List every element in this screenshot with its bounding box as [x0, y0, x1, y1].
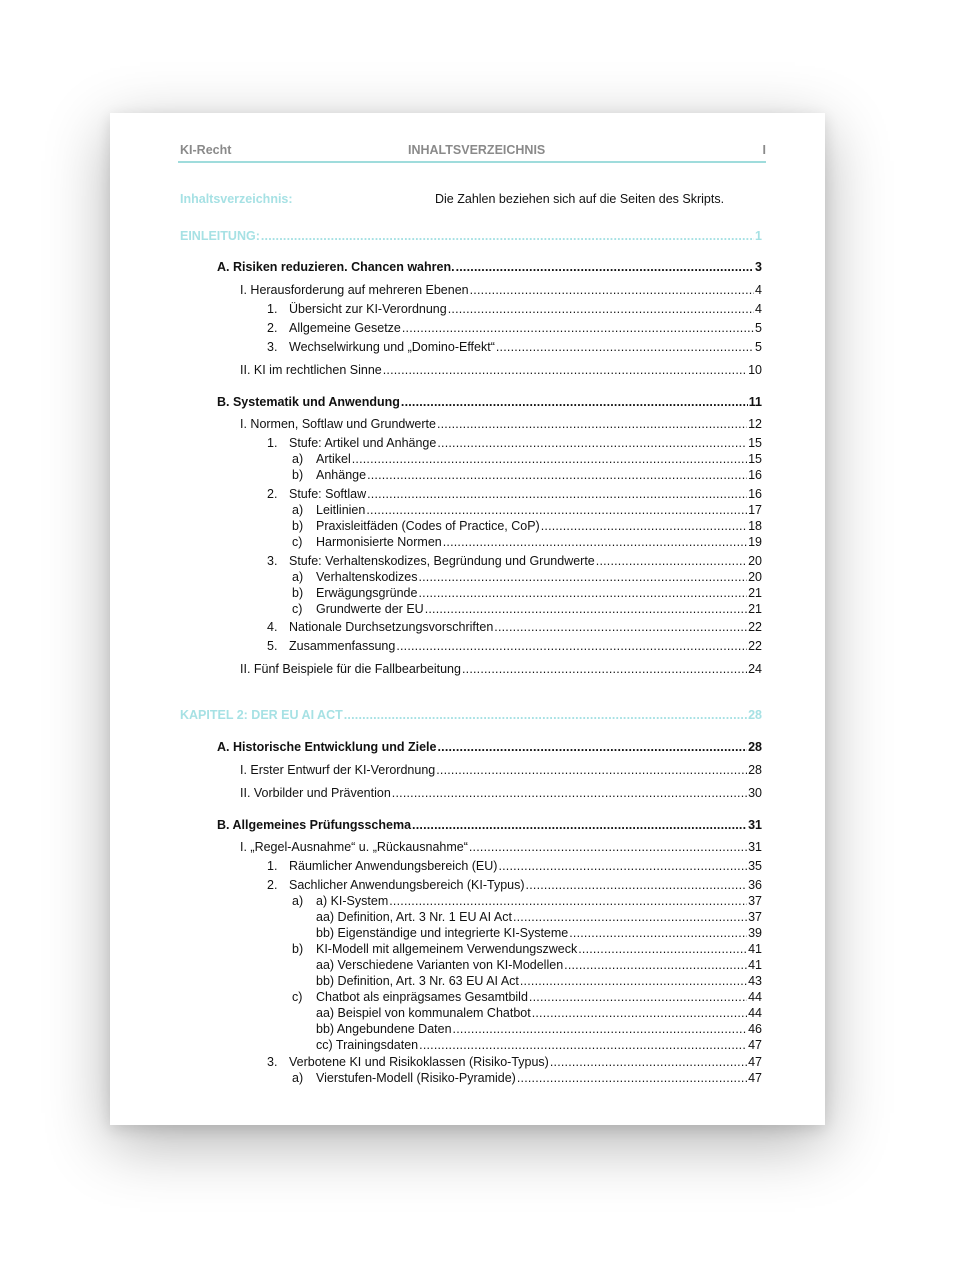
- toc-entry-marker: b): [292, 942, 304, 956]
- toc-leader-dots: [494, 620, 747, 635]
- toc-entry-marker: a): [292, 1071, 304, 1085]
- toc-entry-page: 43: [748, 974, 762, 988]
- toc-entry-page: 36: [748, 878, 762, 892]
- toc-entry[interactable]: [240, 283, 762, 298]
- toc-entry-title: Harmonisierte Normen: [316, 535, 442, 549]
- toc-entry[interactable]: [292, 894, 762, 909]
- toc-entry[interactable]: [267, 620, 762, 635]
- toc-entry-title: aa) Definition, Art. 3 Nr. 1 EU AI Act: [316, 910, 512, 924]
- toc-leader-dots: [462, 662, 747, 677]
- toc-entry[interactable]: [316, 1022, 762, 1037]
- toc-entry-title: I. Herausforderung auf mehreren Ebenen: [240, 283, 469, 297]
- toc-entry[interactable]: [316, 1006, 762, 1021]
- toc-entry-title: KAPITEL 2: DER EU AI ACT: [180, 708, 343, 722]
- toc-entry-page: 28: [748, 763, 762, 777]
- toc-entry-title: Stufe: Softlaw: [289, 487, 367, 501]
- toc-entry-title: Räumlicher Anwendungsbereich (EU): [289, 859, 498, 873]
- toc-entry-marker: 3.: [267, 340, 278, 354]
- toc-entry-page: 11: [748, 395, 762, 409]
- toc-entry[interactable]: [240, 840, 762, 855]
- toc-entry-marker: 4.: [267, 620, 278, 634]
- toc-entry[interactable]: [217, 740, 762, 755]
- toc-leader-dots: [425, 602, 747, 617]
- toc-entry-page: 41: [748, 942, 762, 956]
- toc-entry-page: 24: [748, 662, 762, 676]
- toc-entry-page: 15: [748, 436, 762, 450]
- toc-entry-page: 28: [748, 740, 762, 754]
- toc-leader-dots: [401, 395, 748, 410]
- toc-entry-page: 31: [748, 840, 762, 854]
- toc-leader-dots: [513, 910, 747, 925]
- toc-entry[interactable]: [217, 818, 762, 833]
- toc-entry-marker: 3.: [267, 1055, 278, 1069]
- toc-leader-dots: [437, 436, 747, 451]
- toc-entry-page: 18: [748, 519, 762, 533]
- toc-entry-title: aa) Beispiel von kommunalem Chatbot: [316, 1006, 531, 1020]
- toc-entry-page: 37: [748, 894, 762, 908]
- toc-entry-title: II. Fünf Beispiele für die Fallbearbeitung: [240, 662, 461, 676]
- toc-entry-marker: b): [292, 468, 304, 482]
- toc-leader-dots: [448, 302, 754, 317]
- toc-leader-dots: [453, 1022, 748, 1037]
- toc-entry[interactable]: [240, 786, 762, 801]
- toc-entry-page: 19: [748, 535, 762, 549]
- toc-entry[interactable]: [267, 436, 762, 451]
- toc-leader-dots: [520, 974, 747, 989]
- toc-entry[interactable]: [316, 910, 762, 925]
- toc-entry-title: I. Erster Entwurf der KI-Verordnung: [240, 763, 436, 777]
- toc-leader-dots: [437, 417, 747, 432]
- toc-entry-title: aa) Verschiedene Varianten von KI-Modellen: [316, 958, 564, 972]
- toc-entry-page: 4: [755, 302, 762, 316]
- toc-entry-marker: a): [292, 452, 304, 466]
- toc-entry-page: 30: [748, 786, 762, 800]
- toc-entry-page: 44: [748, 990, 762, 1004]
- toc-leader-dots: [517, 1071, 747, 1086]
- toc-entry[interactable]: [292, 942, 762, 957]
- toc-leader-dots: [367, 487, 747, 502]
- toc-entry-title: Sachlicher Anwendungsbereich (KI-Typus): [289, 878, 525, 892]
- toc-entry[interactable]: [292, 602, 762, 617]
- toc-entry[interactable]: [267, 321, 762, 336]
- toc-leader-dots: [396, 639, 747, 654]
- toc-entry-title: B. Allgemeines Prüfungsschema: [217, 818, 412, 832]
- toc-entry-page: 46: [748, 1022, 762, 1036]
- toc-entry-page: 16: [748, 487, 762, 501]
- toc-entry[interactable]: [267, 554, 762, 569]
- toc-leader-dots: [366, 503, 747, 518]
- toc-entry-page: 39: [748, 926, 762, 940]
- toc-entry-marker: c): [292, 990, 303, 1004]
- toc-entry-title: Verhaltenskodizes: [316, 570, 418, 584]
- toc-entry[interactable]: [240, 417, 762, 432]
- toc-leader-dots: [389, 894, 747, 909]
- toc-entry[interactable]: [267, 302, 762, 317]
- toc-leader-dots: [526, 878, 748, 893]
- toc-entry[interactable]: [267, 487, 762, 502]
- toc-entry[interactable]: [267, 878, 762, 893]
- toc-entry-title: II. KI im rechtlichen Sinne: [240, 363, 382, 377]
- toc-entry[interactable]: [180, 708, 762, 723]
- toc-entry[interactable]: [240, 662, 762, 677]
- toc-leader-dots: [541, 519, 747, 534]
- toc-entry-marker: a): [292, 503, 304, 517]
- toc-entry-marker: b): [292, 586, 304, 600]
- toc-entry[interactable]: [292, 468, 762, 483]
- toc-entry-page: 44: [748, 1006, 762, 1020]
- toc-leader-dots: [352, 452, 747, 467]
- toc-entry-marker: 2.: [267, 878, 278, 892]
- toc-entry-title: Zusammenfassung: [289, 639, 396, 653]
- toc-entry-page: 37: [748, 910, 762, 924]
- toc-entry[interactable]: [292, 452, 762, 467]
- toc-entry[interactable]: [316, 974, 762, 989]
- toc-entry-title: Übersicht zur KI-Verordnung: [289, 302, 447, 316]
- toc-entry[interactable]: [316, 958, 762, 973]
- toc-leader-dots: [392, 786, 747, 801]
- toc-entry-title: Allgemeine Gesetze: [289, 321, 401, 335]
- header-page-number: I: [762, 143, 766, 157]
- toc-entry-page: 28: [748, 708, 762, 722]
- toc-entry-page: 20: [748, 554, 762, 568]
- toc-leader-dots: [596, 554, 747, 569]
- toc-entry-title: KI-Modell mit allgemeinem Verwendungszweck: [316, 942, 578, 956]
- toc-entry-page: 15: [748, 452, 762, 466]
- toc-entry-marker: c): [292, 535, 303, 549]
- toc-entry-title: Wechselwirkung und „Domino-Effekt“: [289, 340, 495, 354]
- toc-entry[interactable]: [267, 859, 762, 874]
- toc-entry[interactable]: [180, 229, 762, 244]
- toc-note: Die Zahlen beziehen sich auf die Seiten des Skripts.: [435, 192, 725, 206]
- toc-entry-page: 22: [748, 639, 762, 653]
- toc-entry[interactable]: [292, 570, 762, 585]
- toc-entry-page: 1: [755, 229, 762, 243]
- toc-entry-page: 12: [748, 417, 762, 431]
- toc-leader-dots: [402, 321, 754, 336]
- toc-entry[interactable]: [267, 639, 762, 654]
- toc-leader-dots: [469, 840, 747, 855]
- toc-entry-marker: 1.: [267, 302, 278, 316]
- toc-entry-title: Anhänge: [316, 468, 367, 482]
- toc-leader-dots: [436, 763, 747, 778]
- toc-entry-marker: a): [292, 894, 304, 908]
- toc-entry[interactable]: [267, 340, 762, 355]
- toc-entry-title: Artikel: [316, 452, 351, 466]
- toc-entry[interactable]: [292, 503, 762, 518]
- header-rule: [178, 161, 766, 163]
- toc-entry-title: B. Systematik und Anwendung: [217, 395, 400, 409]
- toc-entry-page: 5: [755, 321, 762, 335]
- toc-leader-dots: [532, 1006, 747, 1021]
- toc-entry-title: Vierstufen-Modell (Risiko-Pyramide): [316, 1071, 516, 1085]
- toc-entry-title: I. „Regel-Ausnahme“ u. „Rückausnahme“: [240, 840, 468, 854]
- toc-entry-page: 20: [748, 570, 762, 584]
- toc-entry-page: 41: [748, 958, 762, 972]
- toc-entry-title: bb) Angebundene Daten: [316, 1022, 452, 1036]
- toc-leader-dots: [443, 535, 747, 550]
- toc-entry-title: A. Risiken reduzieren. Chancen wahren.: [217, 260, 455, 274]
- toc-entry[interactable]: [292, 1071, 762, 1086]
- toc-entry-page: 22: [748, 620, 762, 634]
- toc-entry-marker: a): [292, 570, 304, 584]
- toc-leader-dots: [412, 818, 747, 833]
- page-header: [180, 143, 766, 161]
- toc-entry[interactable]: [217, 260, 762, 275]
- toc-entry[interactable]: [292, 990, 762, 1005]
- toc-entry-title: Stufe: Artikel und Anhänge: [289, 436, 437, 450]
- toc-entry[interactable]: [292, 519, 762, 534]
- toc-leader-dots: [529, 990, 747, 1005]
- toc-leader-dots: [550, 1055, 747, 1070]
- toc-entry-page: 10: [748, 363, 762, 377]
- toc-entry-page: 4: [755, 283, 762, 297]
- toc-entry-page: 21: [748, 586, 762, 600]
- toc-leader-dots: [437, 740, 747, 755]
- toc-entry-page: 16: [748, 468, 762, 482]
- toc-entry-page: 47: [748, 1038, 762, 1052]
- toc-entry[interactable]: [292, 586, 762, 601]
- toc-leader-dots: [418, 586, 747, 601]
- toc-entry-title: Nationale Durchsetzungsvorschriften: [289, 620, 494, 634]
- toc-entry[interactable]: [217, 395, 762, 410]
- toc-entry-title: A. Historische Entwicklung und Ziele: [217, 740, 437, 754]
- toc-leader-dots: [569, 926, 747, 941]
- toc-entry-marker: b): [292, 519, 304, 533]
- toc-entry-title: I. Normen, Softlaw und Grundwerte: [240, 417, 436, 431]
- toc-leader-dots: [496, 340, 754, 355]
- toc-leader-dots: [578, 942, 747, 957]
- toc-entry-title: Chatbot als einprägsames Gesamtbild: [316, 990, 528, 1004]
- toc-entry-marker: 2.: [267, 487, 278, 501]
- toc-entry-title: cc) Trainingsdaten: [316, 1038, 419, 1052]
- toc-entry-marker: 3.: [267, 554, 278, 568]
- toc-entry-title: Erwägungsgründe: [316, 586, 418, 600]
- toc-entry-title: II. Vorbilder und Prävention: [240, 786, 391, 800]
- toc-leader-dots: [367, 468, 747, 483]
- toc-leader-dots: [383, 363, 747, 378]
- toc-entry-title: EINLEITUNG:: [180, 229, 260, 243]
- toc-leader-dots: [261, 229, 754, 244]
- toc-entry-marker: 1.: [267, 859, 278, 873]
- toc-leader-dots: [498, 859, 747, 874]
- toc-entry[interactable]: [240, 363, 762, 378]
- toc-leader-dots: [456, 260, 754, 275]
- toc-leader-dots: [344, 708, 747, 723]
- header-title: INHALTSVERZEICHNIS: [408, 143, 546, 157]
- toc-entry-title: Leitlinien: [316, 503, 366, 517]
- toc-leader-dots: [418, 570, 747, 585]
- toc-entry-page: 21: [748, 602, 762, 616]
- toc-entry[interactable]: [316, 926, 762, 941]
- document-page: [110, 113, 825, 1125]
- toc-entry[interactable]: [240, 763, 762, 778]
- toc-leader-dots: [419, 1038, 747, 1053]
- toc-entry-title: Verbotene KI und Risikoklassen (Risiko-Typus): [289, 1055, 549, 1069]
- toc-entry-title: Stufe: Verhaltenskodizes, Begründung und Grundwerte: [289, 554, 595, 568]
- toc-entry-marker: 2.: [267, 321, 278, 335]
- toc-entry-title: bb) Eigenständige und integrierte KI-Systeme: [316, 926, 569, 940]
- toc-entry-title: Grundwerte der EU: [316, 602, 424, 616]
- header-left: KI-Recht: [180, 143, 232, 157]
- toc-entry-title: a) KI-System: [316, 894, 389, 908]
- toc-leader-dots: [564, 958, 747, 973]
- toc-entry-page: 47: [748, 1055, 762, 1069]
- toc-entry[interactable]: [267, 1055, 762, 1070]
- toc-entry-title: bb) Definition, Art. 3 Nr. 63 EU AI Act: [316, 974, 519, 988]
- toc-label: Inhaltsverzeichnis:: [180, 192, 293, 206]
- toc-entry-title: Praxisleitfäden (Codes of Practice, CoP): [316, 519, 540, 533]
- toc-entry-page: 3: [755, 260, 762, 274]
- toc-entry-marker: 5.: [267, 639, 278, 653]
- toc-entry-marker: c): [292, 602, 303, 616]
- toc-entry-page: 47: [748, 1071, 762, 1085]
- toc-entry[interactable]: [292, 535, 762, 550]
- toc-entry-page: 31: [748, 818, 762, 832]
- toc-entry-page: 17: [748, 503, 762, 517]
- toc-leader-dots: [470, 283, 754, 298]
- toc-entry-page: 35: [748, 859, 762, 873]
- toc-entry-page: 5: [755, 340, 762, 354]
- toc-entry-marker: 1.: [267, 436, 278, 450]
- toc-entry[interactable]: [316, 1038, 762, 1053]
